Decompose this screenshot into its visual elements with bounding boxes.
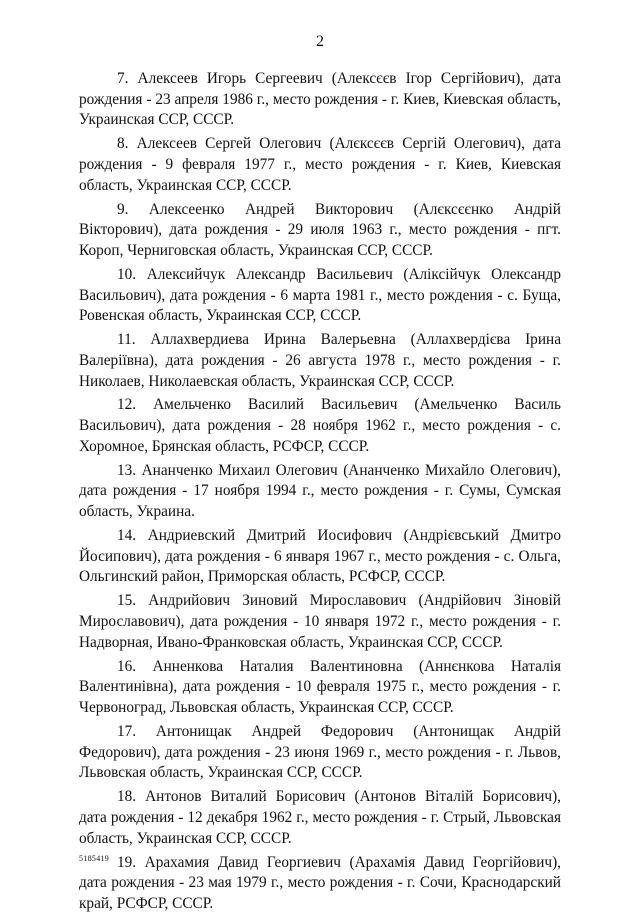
list-item: 18. Антонов Виталий Борисович (Антонов Віталій Борисович), дата рождения - 12 декабря 1962 г., место рождения - г. Стрый, Львовская область, Украинская ССР, СССР. xyxy=(79,788,561,847)
document-code: 5185419 xyxy=(79,854,110,863)
list-item: 12. Амельченко Василий Васильевич (Амельченко Василь Васильович), дата рождения - 28 ноября 1962 г., место рождения - с. Хоромное, Брянская область, РСФСР, СССР. xyxy=(79,396,561,455)
list-item: 16. Анненкова Наталия Валентиновна (Аннєнкова Наталія Валентинівна), дата рождения - 10 февраля 1975 г., место рождения - г. Червоноград, Львовская область, Украинская ССР, СССР. xyxy=(79,657,561,717)
list-item: 10. Алексийчук Александр Васильевич (Аліксійчук Олександр Васильович), дата рождения - 6 марта 1981 г., место рождения - с. Буща, Ровенская область, Украинская ССР, СССР. xyxy=(79,265,561,325)
list-item: 19. Арахамия Давид Георгиевич (Арахамія Давид Георгійович), дата рождения - 23 мая 1979 г., место рождения - г. Сочи, Краснодарский край, РСФСР, СССР. xyxy=(79,853,561,912)
page-number: 2 xyxy=(316,33,324,50)
list-item: 17. Антонищак Андрей Федорович (Антонищак Андрій Федорович), дата рождения - 23 июня 1969 г., место рождения - г. Львов, Львовская область, Украинская ССР, СССР. xyxy=(79,722,561,782)
list-item: 15. Андрийович Зиновий Мирославович (Андрійович Зіновій Мирославович), дата рождения - 10 января 1972 г., место рождения - г. Надворная, Ивано-Франковская область, Украинская ССР, СССР. xyxy=(79,592,561,651)
list-item: 13. Ананченко Михаил Олегович (Ананченко Михайло Олегович), дата рождения - 17 ноября 1994 г., место рождения - г. Сумы, Сумская область, Украина. xyxy=(79,461,561,521)
list-item: 11. Аллахвердиева Ирина Валерьевна (Аллахвердієва Ірина Валеріївна), дата рождения - 26 августа 1978 г., место рождения - г. Николаев, Николаевская область, Украинская ССР, СССР. xyxy=(79,331,561,390)
list-item: 8. Алексеев Сергей Олегович (Алєксєєв Сергій Олегович), дата рождения - 9 февраля 1977 г., место рождения - г. Киев, Киевская область, Украинская ССР, СССР. xyxy=(79,135,561,194)
list-item: 7. Алексеев Игорь Сергеевич (Алексєєв Ігор Сергійович), дата рождения - 23 апреля 1986 г., место рождения - г. Киев, Киевская область, Украинская ССР, СССР. xyxy=(79,70,561,129)
list-item: 14. Андриевский Дмитрий Иосифович (Андрієвський Дмитро Йосипович), дата рождения - 6 января 1967 г., место рождения - с. Ольга, Ольгинский район, Приморская область, РСФСР, СССР. xyxy=(79,527,561,586)
list-item: 9. Алексеенко Андрей Викторович (Алєксєєнко Андрій Вікторович), дата рождения - 29 июля 1963 г., место рождения - пгт. Короп, Черниговская область, Украинская ССР, СССР. xyxy=(79,200,561,259)
person-list xyxy=(79,69,561,918)
